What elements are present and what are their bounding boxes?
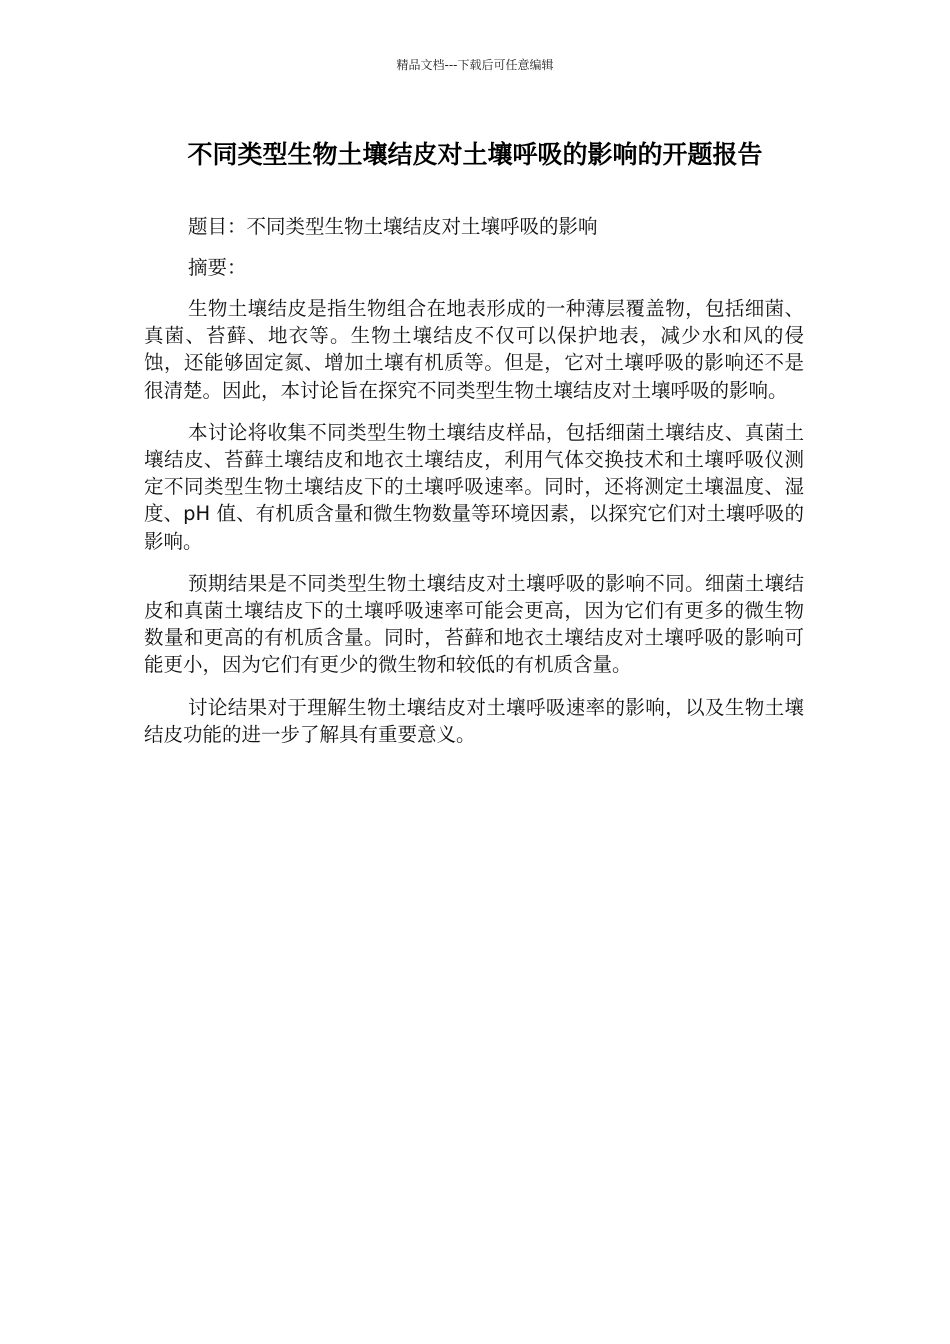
paragraph-3: 预期结果是不同类型生物土壤结皮对土壤呼吸的影响不同。细菌土壤结皮和真菌土壤结皮下的土壤呼吸速率可能会更高，因为它们有更多的微生物数量和更高的有机质含量。同时，苔藓和地衣土壤结皮对土壤呼吸的影响可能更小，因为它们有更少的微生物和较低的有机质含量。 xyxy=(144,571,804,677)
document-title: 不同类型生物土壤结皮对土壤呼吸的影响的开题报告 xyxy=(187,140,763,169)
paragraph-1: 生物土壤结皮是指生物组合在地表形成的一种薄层覆盖物，包括细菌、真菌、苔藓、地衣等。生物土壤结皮不仅可以保护地表，减少水和风的侵蚀，还能够固定氮、增加土壤有机质等。但是，它对土壤呼吸的影响还不是很清楚。因此，本讨论旨在探究不同类型生物土壤结皮对土壤呼吸的影响。 xyxy=(144,297,804,402)
paragraph-4: 讨论结果对于理解生物土壤结皮对土壤呼吸速率的影响，以及生物土壤结皮功能的进一步了解具有重要意义。 xyxy=(144,695,804,746)
abstract-label: 摘要： xyxy=(188,256,247,279)
document-body xyxy=(144,213,804,763)
header-note: 精品文档---下载后可任意编辑 xyxy=(396,58,554,72)
topic-line: 题目：不同类型生物土壤结皮对土壤呼吸的影响 xyxy=(188,215,598,238)
paragraph-2: 本讨论将收集不同类型生物土壤结皮样品，包括细菌土壤结皮、真菌土壤结皮、苔藓土壤结皮和地衣土壤结皮，利用气体交换技术和土壤呼吸仪测定不同类型生物土壤结皮下的土壤呼吸速率。同时，还将测定土壤温度、湿度、pH 值、有机质含量和微生物数量等环境因素，以探究它们对土壤呼吸的影响。 xyxy=(144,420,804,553)
